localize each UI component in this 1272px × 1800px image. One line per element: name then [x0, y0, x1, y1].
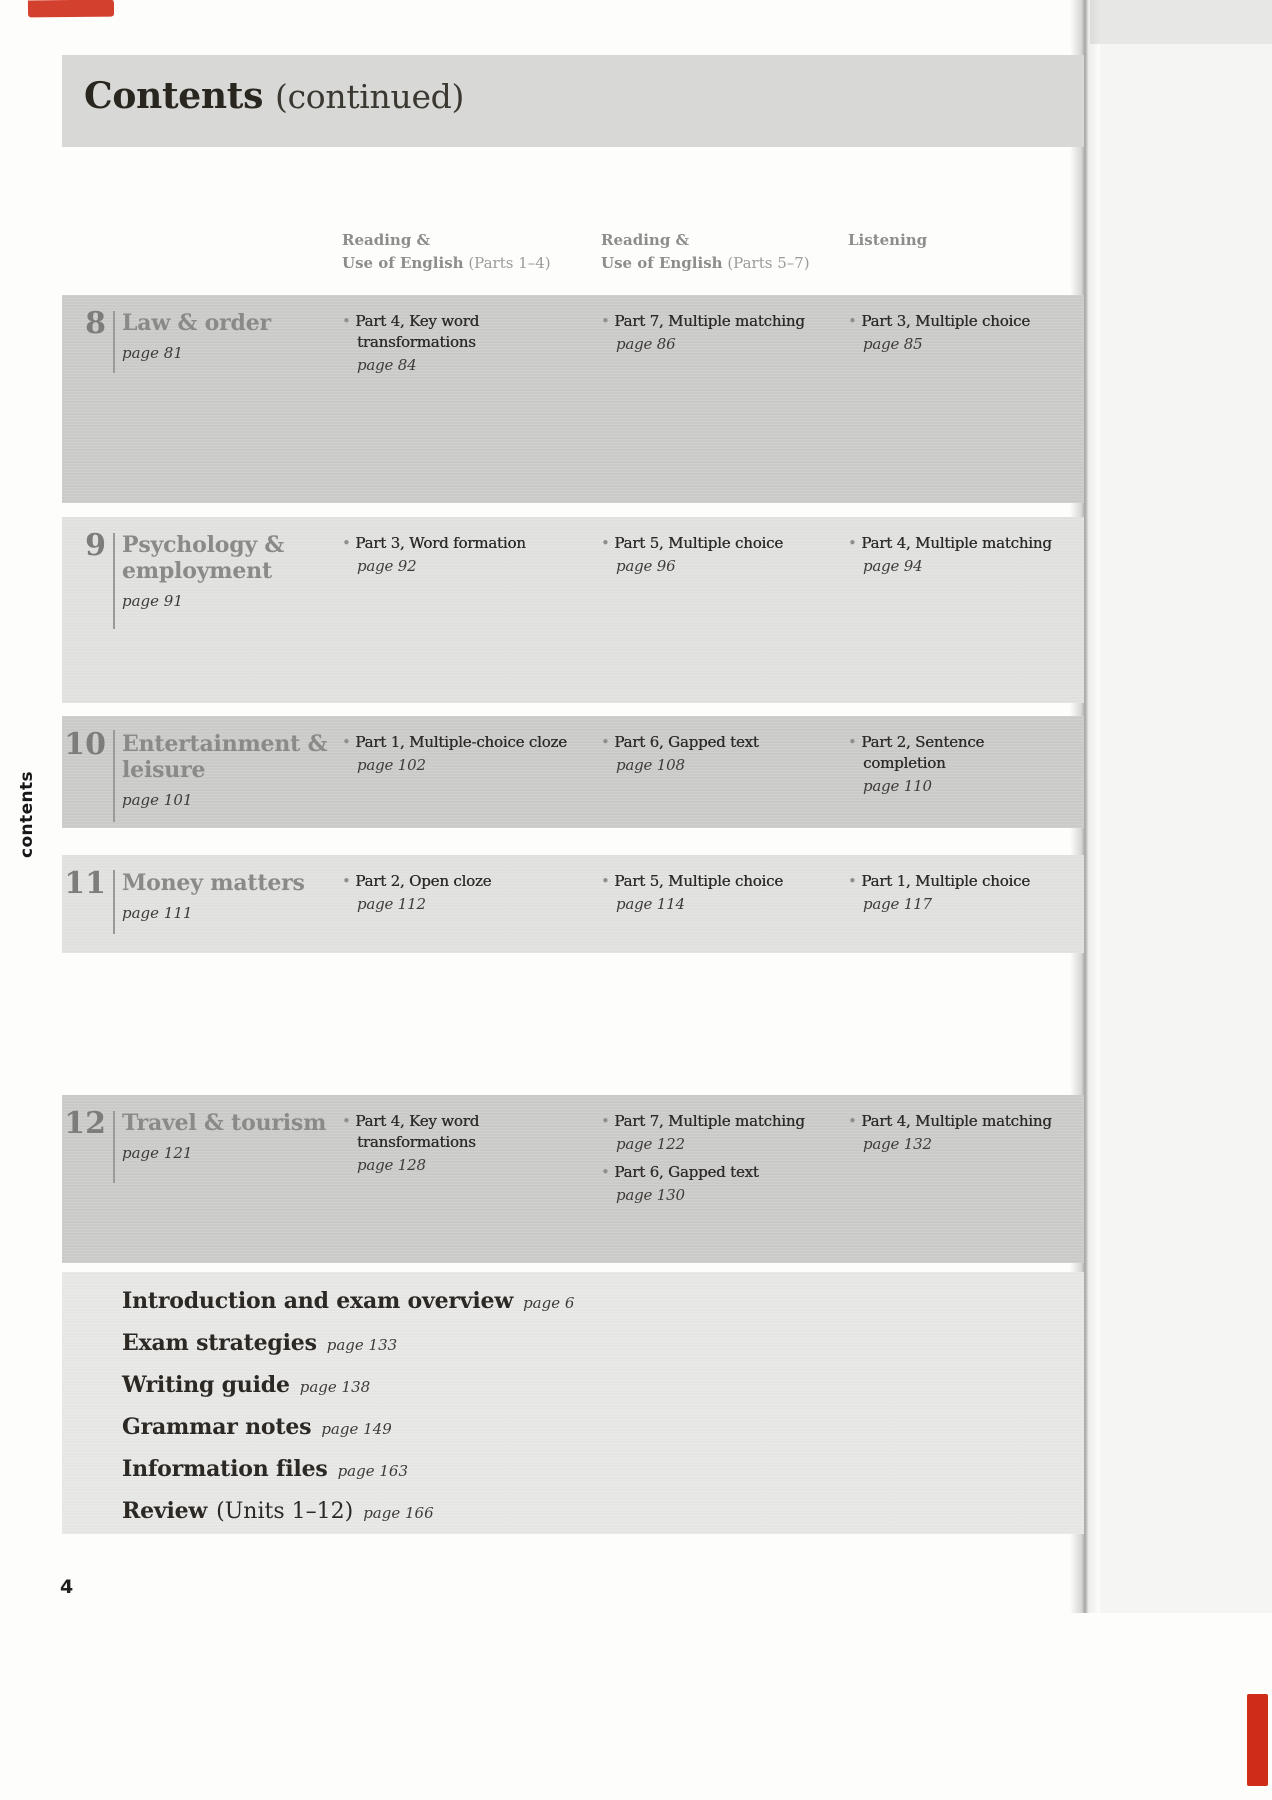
exam-part-entry — [342, 1111, 588, 1175]
bullet-icon: • — [601, 1112, 610, 1130]
column-header-line1: Listening — [848, 231, 928, 249]
exam-part-entry — [848, 533, 1063, 576]
bullet-icon: • — [601, 312, 610, 330]
exam-part-label: Part 7, Multiple matching — [614, 1112, 805, 1130]
extras-page-ref: page 163 — [337, 1462, 408, 1480]
extras-band — [62, 1272, 1084, 1534]
sidebar-contents-tab: contents — [17, 770, 37, 858]
extras-label: Information files — [122, 1456, 328, 1482]
exam-part-entry — [601, 732, 835, 775]
reading-2-cell — [601, 1111, 835, 1213]
exam-part-entry — [848, 1111, 1063, 1154]
extras-item-introduction — [122, 1288, 1084, 1317]
unit-title: Psychology & employment page 91 — [122, 532, 337, 610]
bullet-icon: • — [342, 1112, 351, 1130]
exam-part-label: Part 5, Multiple choice — [614, 534, 783, 552]
unit-row-9 — [62, 517, 1084, 703]
exam-part-page-ref: page 117 — [863, 895, 932, 913]
listening-cell — [848, 533, 1063, 584]
column-header-line1: Reading & — [601, 231, 690, 249]
bullet-icon: • — [848, 1112, 857, 1130]
exam-part-label: Part 4, Multiple matching — [861, 534, 1052, 552]
exam-part-entry — [601, 533, 835, 576]
reading-1-cell — [342, 732, 588, 783]
exam-part-entry — [342, 533, 588, 576]
page-edge-corner — [1090, 0, 1272, 44]
bullet-icon: • — [601, 733, 610, 751]
bullet-icon: • — [342, 733, 351, 751]
unit-divider — [113, 533, 115, 629]
exam-part-page-ref: page 130 — [616, 1186, 685, 1204]
exam-part-entry — [601, 311, 835, 354]
red-ink-mark-bottom-right — [1247, 1694, 1268, 1786]
unit-row-12 — [62, 1095, 1084, 1263]
exam-part-page-ref: page 94 — [863, 557, 923, 575]
reading-1-cell — [342, 1111, 588, 1183]
column-header-line2: Use of English (Parts 5–7) — [601, 254, 810, 272]
unit-title: Money matters page 111 — [122, 870, 337, 922]
page-number: 4 — [60, 1576, 74, 1598]
unit-title: Travel & tourism page 121 — [122, 1110, 337, 1162]
exam-part-label: Part 3, Multiple choice — [861, 312, 1030, 330]
unit-row-8 — [62, 295, 1084, 503]
exam-part-page-ref: page 108 — [616, 756, 685, 774]
unit-row-10 — [62, 716, 1084, 828]
red-ink-mark-top-left — [28, 0, 114, 17]
bullet-icon: • — [848, 872, 857, 890]
reading-2-cell — [601, 871, 835, 922]
extras-item-writing-guide — [122, 1372, 1084, 1401]
unit-row-11 — [62, 855, 1084, 953]
unit-number: 10 — [64, 727, 106, 762]
extras-page-ref: page 133 — [326, 1336, 398, 1354]
extras-page-ref: page 138 — [299, 1378, 371, 1396]
extras-page-ref: page 6 — [523, 1294, 575, 1312]
extras-item-information-files — [122, 1456, 1084, 1485]
bullet-icon: • — [342, 872, 351, 890]
exam-part-page-ref: page 86 — [616, 335, 676, 353]
page-title-subtitle: (continued) — [275, 77, 465, 116]
exam-part-entry — [601, 1111, 835, 1154]
bullet-icon: • — [342, 534, 351, 552]
unit-divider — [113, 311, 115, 373]
page-title — [84, 75, 464, 117]
reading-2-cell — [601, 311, 835, 362]
listening-cell — [848, 311, 1063, 362]
exam-part-label: Part 2, Open cloze — [355, 872, 492, 890]
exam-part-page-ref: page 112 — [357, 895, 426, 913]
unit-title: Entertainment & leisure page 101 — [122, 731, 337, 809]
extras-label: Writing guide — [122, 1372, 290, 1398]
exam-part-label: Part 2, Sentence completion — [861, 733, 985, 772]
unit-divider — [113, 1111, 115, 1183]
bullet-icon: • — [848, 312, 857, 330]
bullet-icon: • — [848, 534, 857, 552]
exam-part-entry — [342, 732, 588, 775]
unit-title: Law & order page 81 — [122, 310, 337, 362]
exam-part-entry — [342, 871, 588, 914]
extras-item-grammar-notes — [122, 1414, 1084, 1443]
column-header-reading-2 — [601, 229, 851, 275]
exam-part-page-ref: page 84 — [357, 356, 417, 374]
exam-part-label: Part 1, Multiple-choice cloze — [355, 733, 567, 751]
bullet-icon: • — [601, 534, 610, 552]
unit-page-ref: page 121 — [122, 1144, 193, 1162]
extras-page-ref: page 149 — [321, 1420, 392, 1438]
extras-label: Review — [122, 1498, 208, 1524]
exam-part-entry — [848, 311, 1063, 354]
unit-number: 12 — [64, 1106, 106, 1141]
exam-part-label: Part 4, Key word transformations — [355, 312, 480, 351]
page-title-main: Contents — [84, 75, 264, 117]
unit-page-ref: page 91 — [122, 592, 183, 610]
extras-label: Exam strategies — [122, 1330, 317, 1356]
extras-suffix: (Units 1–12) — [216, 1499, 354, 1524]
exam-part-label: Part 4, Key word transformations — [355, 1112, 480, 1151]
unit-page-ref: page 101 — [122, 791, 193, 809]
exam-part-entry — [601, 1162, 835, 1205]
exam-part-label: Part 5, Multiple choice — [614, 872, 783, 890]
exam-part-page-ref: page 122 — [616, 1135, 685, 1153]
extras-item-exam-strategies — [122, 1330, 1084, 1359]
extras-label: Introduction and exam overview — [122, 1288, 514, 1314]
exam-part-page-ref: page 114 — [616, 895, 685, 913]
extras-list — [62, 1272, 1084, 1527]
exam-part-entry — [601, 871, 835, 914]
exam-part-page-ref: page 96 — [616, 557, 676, 575]
exam-part-label: Part 6, Gapped text — [614, 733, 759, 751]
exam-part-label: Part 3, Word formation — [355, 534, 526, 552]
bullet-icon: • — [601, 1163, 610, 1181]
unit-divider — [113, 870, 115, 934]
exam-part-label: Part 1, Multiple choice — [861, 872, 1030, 890]
exam-part-label: Part 4, Multiple matching — [861, 1112, 1052, 1130]
bullet-icon: • — [848, 733, 857, 751]
listening-cell — [848, 1111, 1063, 1162]
exam-part-page-ref: page 92 — [357, 557, 417, 575]
page-edge-strip — [1100, 0, 1272, 1613]
unit-number: 8 — [85, 306, 106, 341]
exam-part-page-ref: page 132 — [863, 1135, 932, 1153]
column-header-listening — [848, 229, 1098, 252]
reading-1-cell — [342, 871, 588, 922]
reading-2-cell — [601, 533, 835, 584]
unit-page-ref: page 111 — [122, 904, 193, 922]
unit-page-ref: page 81 — [122, 344, 183, 362]
extras-page-ref: page 166 — [363, 1504, 434, 1522]
reading-1-cell — [342, 533, 588, 584]
extras-label: Grammar notes — [122, 1414, 312, 1440]
listening-cell — [848, 732, 1063, 804]
exam-part-entry — [848, 732, 1063, 796]
unit-number: 11 — [64, 866, 106, 901]
exam-part-page-ref: page 110 — [863, 777, 932, 795]
column-header-line1: Reading & — [342, 231, 431, 249]
exam-part-page-ref: page 85 — [863, 335, 923, 353]
bullet-icon: • — [601, 872, 610, 890]
exam-part-label: Part 7, Multiple matching — [614, 312, 805, 330]
bullet-icon: • — [342, 312, 351, 330]
exam-part-entry — [342, 311, 588, 375]
reading-1-cell — [342, 311, 588, 383]
unit-divider — [113, 730, 115, 822]
listening-cell — [848, 871, 1063, 922]
column-header-line2: Use of English (Parts 1–4) — [342, 254, 551, 272]
exam-part-page-ref: page 128 — [357, 1156, 426, 1174]
reading-2-cell — [601, 732, 835, 783]
unit-number: 9 — [85, 528, 106, 563]
column-header-reading-1 — [342, 229, 592, 275]
exam-part-entry — [848, 871, 1063, 914]
header-band — [62, 55, 1084, 147]
exam-part-page-ref: page 102 — [357, 756, 426, 774]
exam-part-label: Part 6, Gapped text — [614, 1163, 759, 1181]
extras-item-review — [122, 1498, 1084, 1527]
